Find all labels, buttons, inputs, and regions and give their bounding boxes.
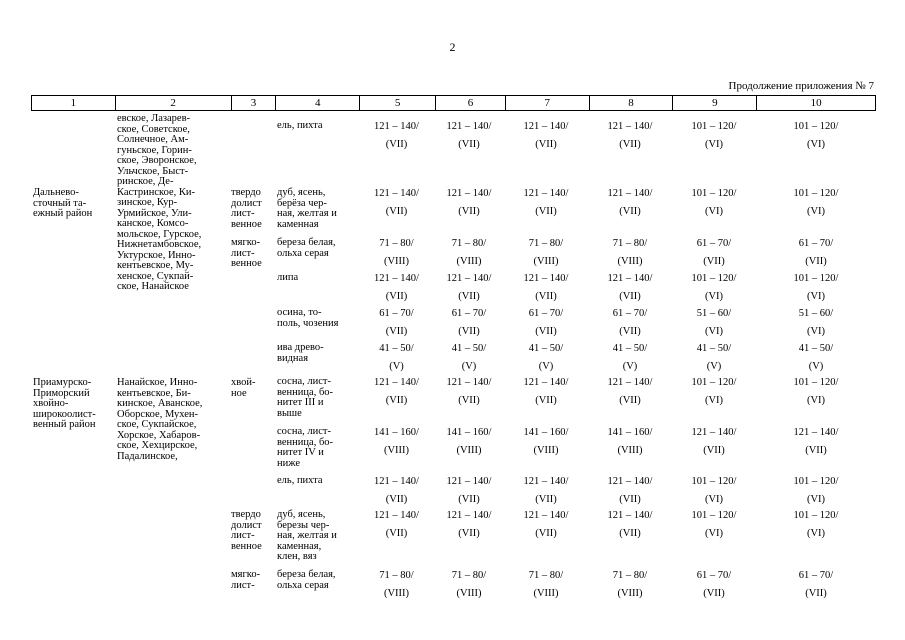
age-range-cell: 71 – 80/ bbox=[379, 238, 414, 249]
species-cell: сосна, лист- венница, бо- нитет IV и ниже bbox=[277, 426, 334, 469]
age-class-cell: (VII) bbox=[619, 206, 641, 217]
age-class-cell: (VII) bbox=[385, 206, 408, 217]
age-range-cell: 121 – 140/ bbox=[793, 427, 839, 438]
age-range-cell: 121 – 140/ bbox=[374, 377, 419, 388]
age-range-cell: 71 – 80/ bbox=[612, 570, 648, 581]
district-list: Нанайское, Инно- кентьевское, Би- кинское, Аванское, Оборское, Мухен- ское, Сукпайское, Хорское, Хабаров- ское, Хехцирское, Падалинское, bbox=[117, 377, 203, 462]
age-class-cell: (VII) bbox=[535, 494, 557, 505]
age-class-cell: (VII) bbox=[458, 206, 480, 217]
age-class-cell: (VI) bbox=[704, 206, 724, 217]
age-class-cell: (VII) bbox=[619, 326, 641, 337]
age-range-cell: 101 – 120/ bbox=[691, 377, 737, 388]
age-class-cell: (VIII) bbox=[456, 445, 482, 456]
age-range-cell: 41 – 50/ bbox=[612, 343, 648, 354]
age-range-cell: 61 – 70/ bbox=[451, 308, 487, 319]
age-range-cell: 101 – 120/ bbox=[691, 476, 737, 487]
table-header bbox=[31, 95, 876, 111]
age-class-cell: (VI) bbox=[806, 494, 826, 505]
age-class-cell: (VIII) bbox=[617, 256, 643, 267]
age-class-cell: (VII) bbox=[458, 326, 480, 337]
age-class-cell: (VII) bbox=[619, 291, 641, 302]
species-cell: ель, пихта bbox=[277, 120, 323, 131]
age-range-cell: 121 – 140/ bbox=[523, 510, 569, 521]
age-range-cell: 61 – 70/ bbox=[379, 308, 414, 319]
age-class-cell: (VII) bbox=[535, 139, 557, 150]
age-class-cell: (VII) bbox=[385, 291, 408, 302]
region-name: Дальнево- сточный та- ежный район bbox=[33, 187, 93, 219]
age-range-cell: 121 – 140/ bbox=[374, 476, 419, 487]
species-cell: дуб, ясень, берёза чер- ная, желтая и каменная bbox=[277, 187, 337, 230]
forest-group: хвой- ное bbox=[231, 377, 256, 399]
column-header: 2 bbox=[115, 96, 231, 110]
age-range-cell: 101 – 120/ bbox=[793, 476, 839, 487]
column-header: 5 bbox=[359, 96, 435, 110]
age-class-cell: (VIII) bbox=[533, 588, 559, 599]
age-class-cell: (VII) bbox=[535, 206, 557, 217]
age-class-cell: (VII) bbox=[385, 139, 408, 150]
age-range-cell: 121 – 140/ bbox=[523, 377, 569, 388]
age-class-cell: (VIII) bbox=[456, 256, 482, 267]
age-class-cell: (V) bbox=[389, 361, 404, 372]
age-range-cell: 101 – 120/ bbox=[691, 121, 737, 132]
age-class-cell: (VI) bbox=[806, 291, 826, 302]
age-range-cell: 121 – 140/ bbox=[523, 476, 569, 487]
age-class-cell: (VII) bbox=[385, 395, 408, 406]
species-cell: осина, то- поль, чозения bbox=[277, 307, 339, 329]
column-header: 7 bbox=[505, 96, 589, 110]
age-class-cell: (VI) bbox=[806, 206, 826, 217]
age-class-cell: (VIII) bbox=[533, 256, 559, 267]
age-class-cell: (VI) bbox=[704, 395, 724, 406]
species-cell: липа bbox=[277, 272, 299, 283]
age-range-cell: 71 – 80/ bbox=[528, 570, 564, 581]
age-range-cell: 121 – 140/ bbox=[607, 273, 653, 284]
age-class-cell: (VI) bbox=[806, 528, 826, 539]
age-range-cell: 101 – 120/ bbox=[691, 273, 737, 284]
age-range-cell: 121 – 140/ bbox=[523, 121, 569, 132]
age-range-cell: 41 – 50/ bbox=[798, 343, 834, 354]
age-range-cell: 71 – 80/ bbox=[528, 238, 564, 249]
age-class-cell: (VII) bbox=[703, 445, 725, 456]
age-range-cell: 121 – 140/ bbox=[374, 188, 419, 199]
age-range-cell: 101 – 120/ bbox=[793, 273, 839, 284]
age-class-cell: (VII) bbox=[619, 139, 641, 150]
age-class-cell: (VIII) bbox=[456, 588, 482, 599]
age-range-cell: 121 – 140/ bbox=[607, 377, 653, 388]
age-range-cell: 121 – 140/ bbox=[446, 188, 492, 199]
column-header: 1 bbox=[70, 97, 77, 109]
age-class-cell: (VII) bbox=[805, 588, 827, 599]
species-cell: береза белая, ольха серая bbox=[277, 569, 336, 591]
age-class-cell: (VII) bbox=[385, 326, 408, 337]
age-range-cell: 141 – 160/ bbox=[374, 427, 419, 438]
age-class-cell: (VIII) bbox=[617, 588, 643, 599]
age-range-cell: 121 – 140/ bbox=[446, 510, 492, 521]
age-class-cell: (VII) bbox=[535, 291, 557, 302]
region-name: Приамурско- Приморский хвойно- широкоолист- венный район bbox=[33, 377, 96, 430]
age-range-cell: 121 – 140/ bbox=[607, 476, 653, 487]
age-range-cell: 61 – 70/ bbox=[696, 570, 732, 581]
age-range-cell: 141 – 160/ bbox=[607, 427, 653, 438]
age-class-cell: (VII) bbox=[458, 395, 480, 406]
age-range-cell: 121 – 140/ bbox=[607, 510, 653, 521]
age-class-cell: (VII) bbox=[385, 528, 408, 539]
age-range-cell: 101 – 120/ bbox=[793, 188, 839, 199]
species-cell: ива древо- видная bbox=[277, 342, 324, 364]
forest-group: твердо долист лист- венное bbox=[231, 509, 262, 552]
age-range-cell: 121 – 140/ bbox=[374, 121, 419, 132]
age-range-cell: 121 – 140/ bbox=[446, 121, 492, 132]
page-number: 2 bbox=[449, 40, 456, 54]
continuation-caption: Продолжение приложения № 7 bbox=[728, 80, 874, 92]
age-range-cell: 51 – 60/ bbox=[696, 308, 732, 319]
age-range-cell: 101 – 120/ bbox=[793, 377, 839, 388]
age-class-cell: (VII) bbox=[619, 494, 641, 505]
age-class-cell: (VI) bbox=[806, 326, 826, 337]
age-class-cell: (VII) bbox=[385, 494, 408, 505]
age-class-cell: (VII) bbox=[619, 528, 641, 539]
age-class-cell: (VII) bbox=[458, 528, 480, 539]
age-class-cell: (VI) bbox=[806, 395, 826, 406]
age-class-cell: (VII) bbox=[805, 445, 827, 456]
age-class-cell: (VIII) bbox=[617, 445, 643, 456]
age-class-cell: (VI) bbox=[704, 139, 724, 150]
age-range-cell: 71 – 80/ bbox=[612, 238, 648, 249]
age-class-cell: (VII) bbox=[805, 256, 827, 267]
age-class-cell: (VII) bbox=[458, 139, 480, 150]
age-range-cell: 41 – 50/ bbox=[696, 343, 732, 354]
age-class-cell: (VI) bbox=[704, 326, 724, 337]
age-class-cell: (VII) bbox=[535, 528, 557, 539]
age-range-cell: 141 – 160/ bbox=[446, 427, 492, 438]
age-class-cell: (VIII) bbox=[533, 445, 559, 456]
age-class-cell: (VIII) bbox=[383, 445, 410, 456]
age-range-cell: 41 – 50/ bbox=[528, 343, 564, 354]
column-header: 3 bbox=[231, 96, 276, 110]
age-range-cell: 71 – 80/ bbox=[379, 570, 414, 581]
age-class-cell: (VI) bbox=[704, 528, 724, 539]
age-range-cell: 141 – 160/ bbox=[523, 427, 569, 438]
forest-group: мягко- лист- венное bbox=[231, 237, 262, 269]
age-class-cell: (V) bbox=[808, 361, 824, 372]
age-range-cell: 121 – 140/ bbox=[607, 188, 653, 199]
district-list: евское, Лазарев- ское, Советское, Солнечное, Ам- гуньское, Горин- ское, Эворонское, Ульчское, Быст- ринское, Де- Кастринское, Ки- зинское, Кур- Урмийское, Ули- канское, Комсо- мольское, Гурское, Нижнетамбовское, Уктурское, Инно- кентьевское, Му- хенское, Сукпай- ское, Нанайское bbox=[117, 113, 202, 292]
age-range-cell: 121 – 140/ bbox=[523, 273, 569, 284]
age-class-cell: (VII) bbox=[619, 395, 641, 406]
column-header: 9 bbox=[672, 96, 756, 110]
age-class-cell: (VII) bbox=[535, 395, 557, 406]
age-range-cell: 61 – 70/ bbox=[612, 308, 648, 319]
age-class-cell: (VII) bbox=[703, 588, 725, 599]
age-class-cell: (V) bbox=[538, 361, 554, 372]
age-range-cell: 121 – 140/ bbox=[691, 427, 737, 438]
age-range-cell: 101 – 120/ bbox=[691, 510, 737, 521]
age-class-cell: (V) bbox=[706, 361, 722, 372]
column-header: 6 bbox=[435, 96, 505, 110]
age-class-cell: (VIII) bbox=[383, 588, 410, 599]
age-range-cell: 101 – 120/ bbox=[793, 121, 839, 132]
age-range-cell: 51 – 60/ bbox=[798, 308, 834, 319]
age-class-cell: (VII) bbox=[458, 291, 480, 302]
age-range-cell: 61 – 70/ bbox=[798, 570, 834, 581]
age-range-cell: 71 – 80/ bbox=[451, 238, 487, 249]
species-cell: ель, пихта bbox=[277, 475, 323, 486]
age-class-cell: (V) bbox=[622, 361, 638, 372]
age-class-cell: (VI) bbox=[704, 494, 724, 505]
age-range-cell: 71 – 80/ bbox=[451, 570, 487, 581]
age-class-cell: (VII) bbox=[703, 256, 725, 267]
age-range-cell: 61 – 70/ bbox=[798, 238, 834, 249]
age-class-cell: (VI) bbox=[704, 291, 724, 302]
age-range-cell: 101 – 120/ bbox=[691, 188, 737, 199]
age-range-cell: 121 – 140/ bbox=[374, 273, 419, 284]
age-range-cell: 121 – 140/ bbox=[607, 121, 653, 132]
species-cell: дуб, ясень, березы чер- ная, желтая и каменная, клен, вяз bbox=[277, 509, 337, 562]
age-class-cell: (VIII) bbox=[383, 256, 410, 267]
age-range-cell: 41 – 50/ bbox=[379, 343, 414, 354]
age-range-cell: 101 – 120/ bbox=[793, 510, 839, 521]
species-cell: сосна, лист- венница, бо- нитет III и выше bbox=[277, 376, 334, 419]
age-range-cell: 121 – 140/ bbox=[446, 377, 492, 388]
species-cell: береза белая, ольха серая bbox=[277, 237, 336, 259]
column-header: 4 bbox=[275, 96, 359, 110]
age-class-cell: (VI) bbox=[806, 139, 826, 150]
age-range-cell: 121 – 140/ bbox=[446, 476, 492, 487]
age-class-cell: (VII) bbox=[458, 494, 480, 505]
forest-group: твердо долист лист- венное bbox=[231, 187, 262, 230]
age-class-cell: (VII) bbox=[535, 326, 557, 337]
column-header: 10 bbox=[756, 96, 875, 110]
age-range-cell: 121 – 140/ bbox=[374, 510, 419, 521]
column-header: 8 bbox=[589, 96, 673, 110]
forest-group: мягко- лист- bbox=[231, 569, 261, 591]
age-range-cell: 121 – 140/ bbox=[523, 188, 569, 199]
age-range-cell: 121 – 140/ bbox=[446, 273, 492, 284]
age-range-cell: 61 – 70/ bbox=[696, 238, 732, 249]
age-range-cell: 61 – 70/ bbox=[528, 308, 564, 319]
age-class-cell: (V) bbox=[461, 361, 477, 372]
age-range-cell: 41 – 50/ bbox=[451, 343, 487, 354]
